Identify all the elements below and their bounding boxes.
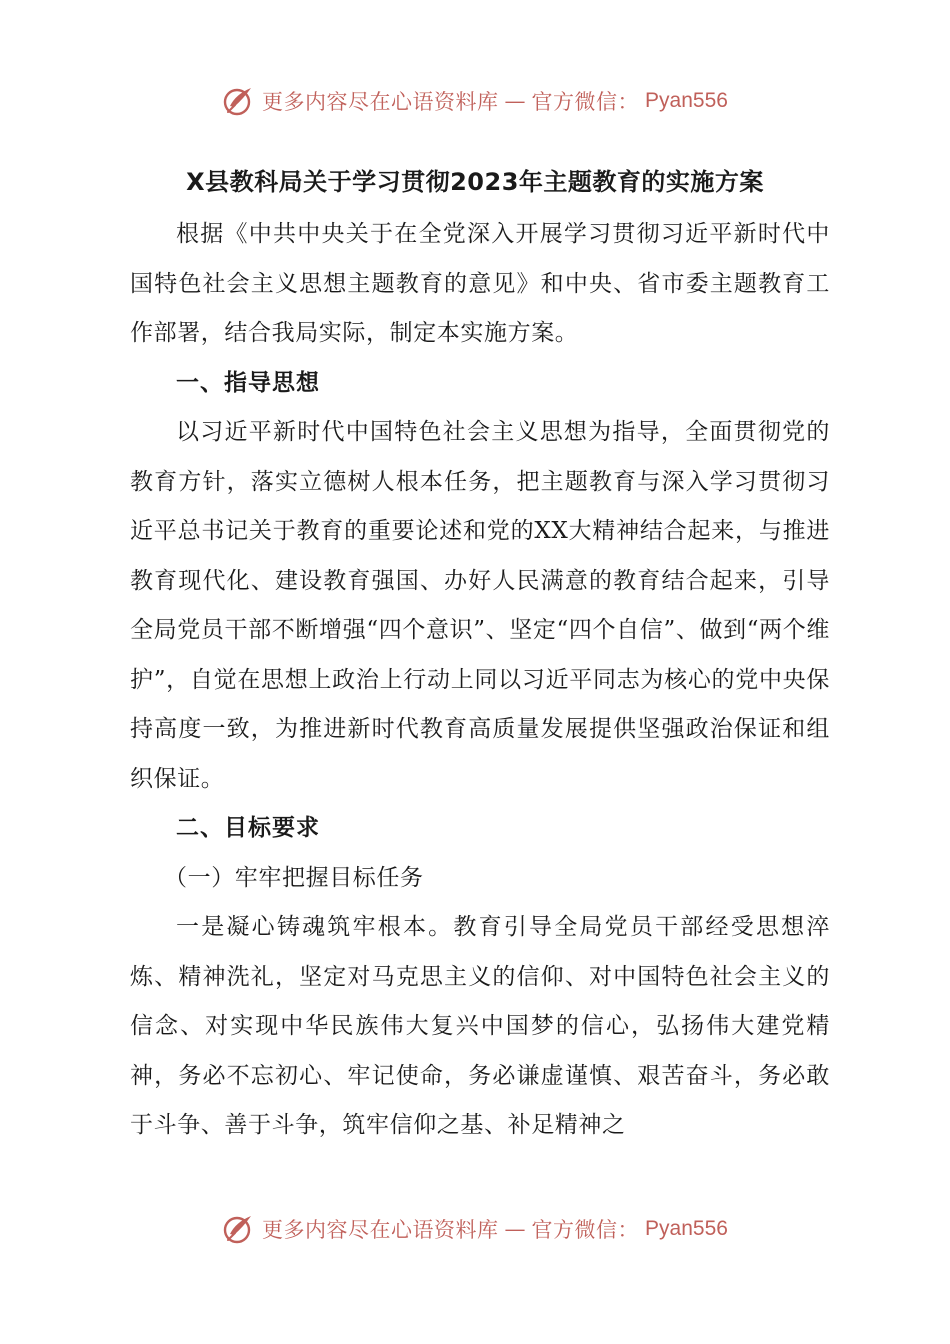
watermark-brand: 更多内容尽在心语资料库 [262,1218,499,1242]
section-heading-guiding-thought: 一、指导思想 [176,369,320,396]
guiding-thought-paragraph: 以习近平新时代中国特色社会主义思想为指导，全面贯彻党的教育方针，落实立德树人根本任务，把主题教育与深入学习贯彻习近平总书记关于教育的重要论述和党的XX大精神结合起来，与推进教育现代化、建设教育强国、办好人民满意的教育结合起来，引导全局党员干部不断增强“四个意识”、坚定“四个自信”、做到“两个维护”，自觉在思想上政治上行动上同以习近平同志为核心的党中央保持高度一致，为推进新时代教育高质量发展提供坚强政治保证和组织保证。 [130,419,830,792]
watermark-separator: — [504,89,526,113]
watermark-account: Pyan556 [645,1217,728,1240]
quill-logo-icon [222,84,256,118]
section-heading-goals: 二、目标要求 [176,815,320,841]
document-title: X县教科局关于学习贯彻2023年主题教育的实施方案 [186,168,764,196]
watermark-separator: — [504,1217,526,1241]
subsection-heading-tasks: （一）牢牢把握目标任务 [164,864,424,891]
watermark-account: Pyan556 [645,89,728,112]
quill-logo-icon [222,1212,256,1246]
intro-paragraph: 根据《中共中央关于在全党深入开展学习贯彻习近平新时代中国特色社会主义思想主题教育的意见》和中央、省市委主题教育工作部署，结合我局实际，制定本实施方案。 [130,221,830,346]
watermark-header [0,84,950,118]
watermark-label: 官方微信： [531,1218,640,1242]
tasks-paragraph: 一是凝心铸魂筑牢根本。教育引导全局党员干部经受思想淬炼、精神洗礼，坚定对马克思主义的信仰、对中国特色社会主义的信念、对实现中华民族伟大复兴中国梦的信心，弘扬伟大建党精神，务必不忘初心、牢记使命，务必谦虚谨慎、艰苦奋斗，务必敢于斗争、善于斗争，筑牢信仰之基、补足精神之 [130,914,830,1138]
document-body [130,210,830,1151]
watermark-footer [0,1212,950,1246]
watermark-brand: 更多内容尽在心语资料库 [262,90,499,114]
watermark-label: 官方微信： [531,90,640,114]
